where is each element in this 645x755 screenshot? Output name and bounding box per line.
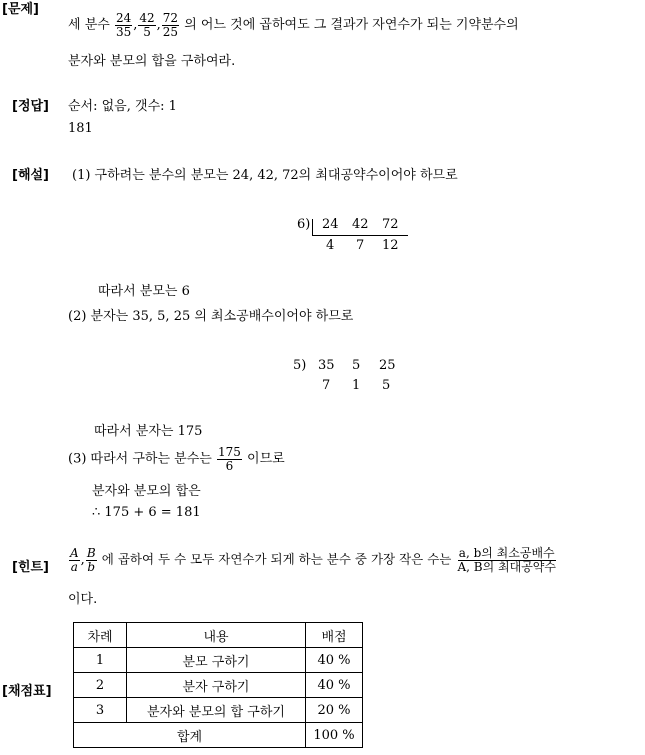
div2-divisor: 5): [293, 358, 307, 373]
div1-cell: 7: [356, 238, 365, 253]
table-total-row: [74, 723, 363, 748]
div2-cell: 1: [352, 378, 361, 393]
hint-big-fraction: $\frac{\text{a, b의 최소공배수}}{\text{A, B의 최대공약수}}$: [457, 546, 556, 574]
table-header-row: [74, 623, 363, 648]
div1-divisor: 6): [297, 217, 311, 232]
div1-cell: 72: [382, 217, 399, 232]
table-row: 1 분모 구하기 40 %: [74, 648, 363, 673]
div1-cell: 4: [326, 238, 335, 253]
solution-step3-line3: ∴ 175 + 6 = 181: [92, 505, 201, 520]
total-value: 100 %: [306, 723, 363, 748]
grading-label: [채점표]: [2, 684, 52, 699]
table-row: 2 분자 구하기 40 %: [74, 673, 363, 698]
solution-step2-result: 따라서 분자는 175: [94, 424, 203, 439]
div2-cell: 5: [352, 358, 361, 373]
table-row: 3 분자와 분모의 합 구하기 20 %: [74, 698, 363, 723]
div2-cell: 25: [379, 358, 396, 373]
total-label: 합계: [74, 723, 306, 748]
hint-label: [힌트]: [12, 560, 49, 575]
div1-rule: [312, 235, 408, 236]
solution-step3: (3) 따라서 구하는 분수는 $\frac{175}{6}$ 이므로: [68, 445, 285, 473]
div2-cell: 5: [382, 378, 391, 393]
solution-step1: (1) 구하려는 분수의 분모는 24, 42, 72의 최대공약수이어야 하므로: [72, 168, 458, 183]
problem-label: [문제]: [2, 2, 39, 17]
answer-value: 181: [68, 121, 93, 136]
header-cell: 내용: [127, 623, 306, 648]
hint-line1: $\frac{A}{a}$ , $\frac{B}{b}$ 에 곱하여 두 수 모두 자연수가 되게 하는 분수 중 가장 작은 수는 $\frac{\text{a, b의 최소공배수}}{\text{A, B의 최대공약수}}$: [70, 546, 556, 574]
solution-step1-result: 따라서 분모는 6: [98, 284, 190, 299]
solution-label: [해설]: [12, 168, 49, 183]
div2-cell: 35: [318, 358, 335, 373]
fraction-2: $\frac{42}{5}$: [139, 11, 155, 39]
hint-line2: 이다.: [68, 592, 98, 607]
header-cell: 배점: [306, 623, 363, 648]
header-cell: 차례: [74, 623, 127, 648]
solution-step3-line2: 분자와 분모의 합은: [92, 484, 201, 499]
problem-line2: 분자와 분모의 합을 구하여라.: [68, 54, 236, 69]
answer-label: [정답]: [12, 99, 49, 114]
grading-table: [73, 622, 363, 748]
answer-line1: 순서: 없음, 갯수: 1: [68, 99, 177, 114]
div2-cell: 7: [322, 378, 331, 393]
answer-fraction: $\frac{175}{6}$: [217, 445, 241, 473]
div1-cell: 24: [322, 217, 339, 232]
hint-fraction-a: $\frac{A}{a}$: [70, 546, 79, 574]
fraction-3: $\frac{72}{25}$: [162, 11, 179, 39]
hint-fraction-b: $\frac{B}{b}$: [86, 546, 96, 574]
div1-bracket: [312, 219, 313, 235]
div1-cell: 42: [352, 217, 369, 232]
fraction-1: $\frac{24}{35}$: [115, 11, 132, 39]
problem-line1: 세 분수 $\frac{24}{35}$ , $\frac{42}{5}$ , $\frac{72}{25}$ 의 어느 것에 곱하여도 그 결과가 자연수가 되는 기약분수의: [68, 11, 519, 39]
div1-cell: 12: [382, 238, 399, 253]
solution-step2: (2) 분자는 35, 5, 25 의 최소공배수이어야 하므로: [68, 309, 354, 324]
